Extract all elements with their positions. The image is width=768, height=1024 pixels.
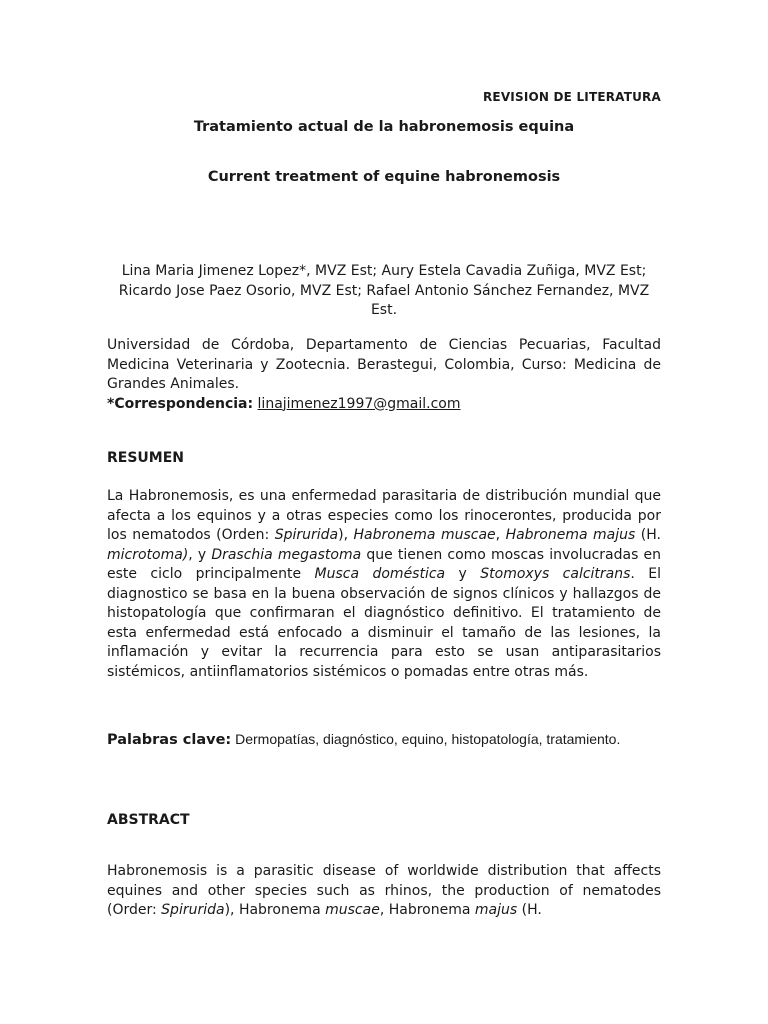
text-run: que tienen como moscas involucradas en este ciclo principalmente — [107, 546, 661, 582]
text-run: (H. — [635, 527, 661, 543]
abstract-heading: ABSTRACT — [107, 812, 190, 828]
resumen-paragraph — [107, 487, 661, 682]
text-run: Habronemosis is a parasitic disease of worldwide distribution that affects equines and other species such as rhinos, the production of nematodes (Order: — [107, 863, 661, 918]
affiliation-text: Universidad de Córdoba, Departamento de Ciencias Pecuarias, Facultad Medicina Veterinaria y Zootecnia. Berastegui, Colombia, Curso: Medicina de Grandes Animales. — [107, 337, 661, 392]
title-english: Current treatment of equine habronemosis — [207, 169, 561, 185]
text-run: . El diagnostico se basa en la buena observación de signos clínicos y hallazgos de histopatología que confirmaran el diagnóstico definitivo. El tratamiento de esta enfermedad está enfocado a disminuir el tamaño de las lesiones, la inflamación y evitar la recurrencia para esto se usan antiparasitarios sistémicos, antiinflamatorios sistémicos o pomadas entre otras más. — [107, 566, 662, 680]
title-spanish: Tratamiento actual de la habronemosis equina — [193, 119, 575, 135]
text-run: , — [495, 527, 506, 543]
keywords-line — [107, 731, 661, 748]
abstract-paragraph — [107, 862, 661, 921]
species-name: Spirurida — [274, 527, 339, 543]
author-list: Lina Maria Jimenez Lopez*, MVZ Est; Aury Estela Cavadia Zuñiga, MVZ Est; Ricardo Jose Paez Osorio, MVZ Est; Rafael Antonio Sánchez Fernandez, MVZ Est. — [118, 263, 650, 318]
text-run: (H. — [517, 902, 542, 918]
species-name: Habronema majus — [505, 527, 636, 543]
species-name: Spirurida — [161, 902, 225, 918]
correspondence-line — [107, 395, 661, 415]
text-run: , y — [188, 546, 212, 563]
species-name: Stomoxys calcitrans — [480, 566, 631, 582]
keywords-label: Palabras clave: — [107, 732, 232, 748]
species-name: Draschia megastoma — [211, 546, 362, 563]
keywords-values: Dermopatías, diagnóstico, equino, histopatología, tratamiento. — [231, 731, 621, 747]
correspondence-label: *Correspondencia: — [107, 395, 254, 412]
text-run: La Habronemosis, es una enfermedad parasitaria de distribución mundial que afecta a los equinos y a otras especies como los rinocerontes, producida por los nematodos (Orden: — [107, 488, 661, 543]
section-label: REVISION DE LITERATURA — [482, 90, 661, 104]
text-run: ), — [338, 527, 354, 543]
text-run: ), Habronema — [224, 902, 326, 918]
resumen-heading: RESUMEN — [107, 450, 185, 466]
text-run: y — [445, 566, 481, 582]
species-name: Musca doméstica — [314, 566, 446, 582]
correspondence-email-link[interactable]: linajimenez1997@gmail.com — [257, 395, 461, 412]
species-name: muscae — [325, 902, 380, 918]
text-run: , Habronema — [379, 902, 475, 918]
species-name: Habronema muscae — [353, 527, 496, 543]
species-name: majus — [474, 902, 518, 918]
affiliation-block — [107, 336, 661, 414]
species-name: microtoma) — [107, 546, 189, 563]
